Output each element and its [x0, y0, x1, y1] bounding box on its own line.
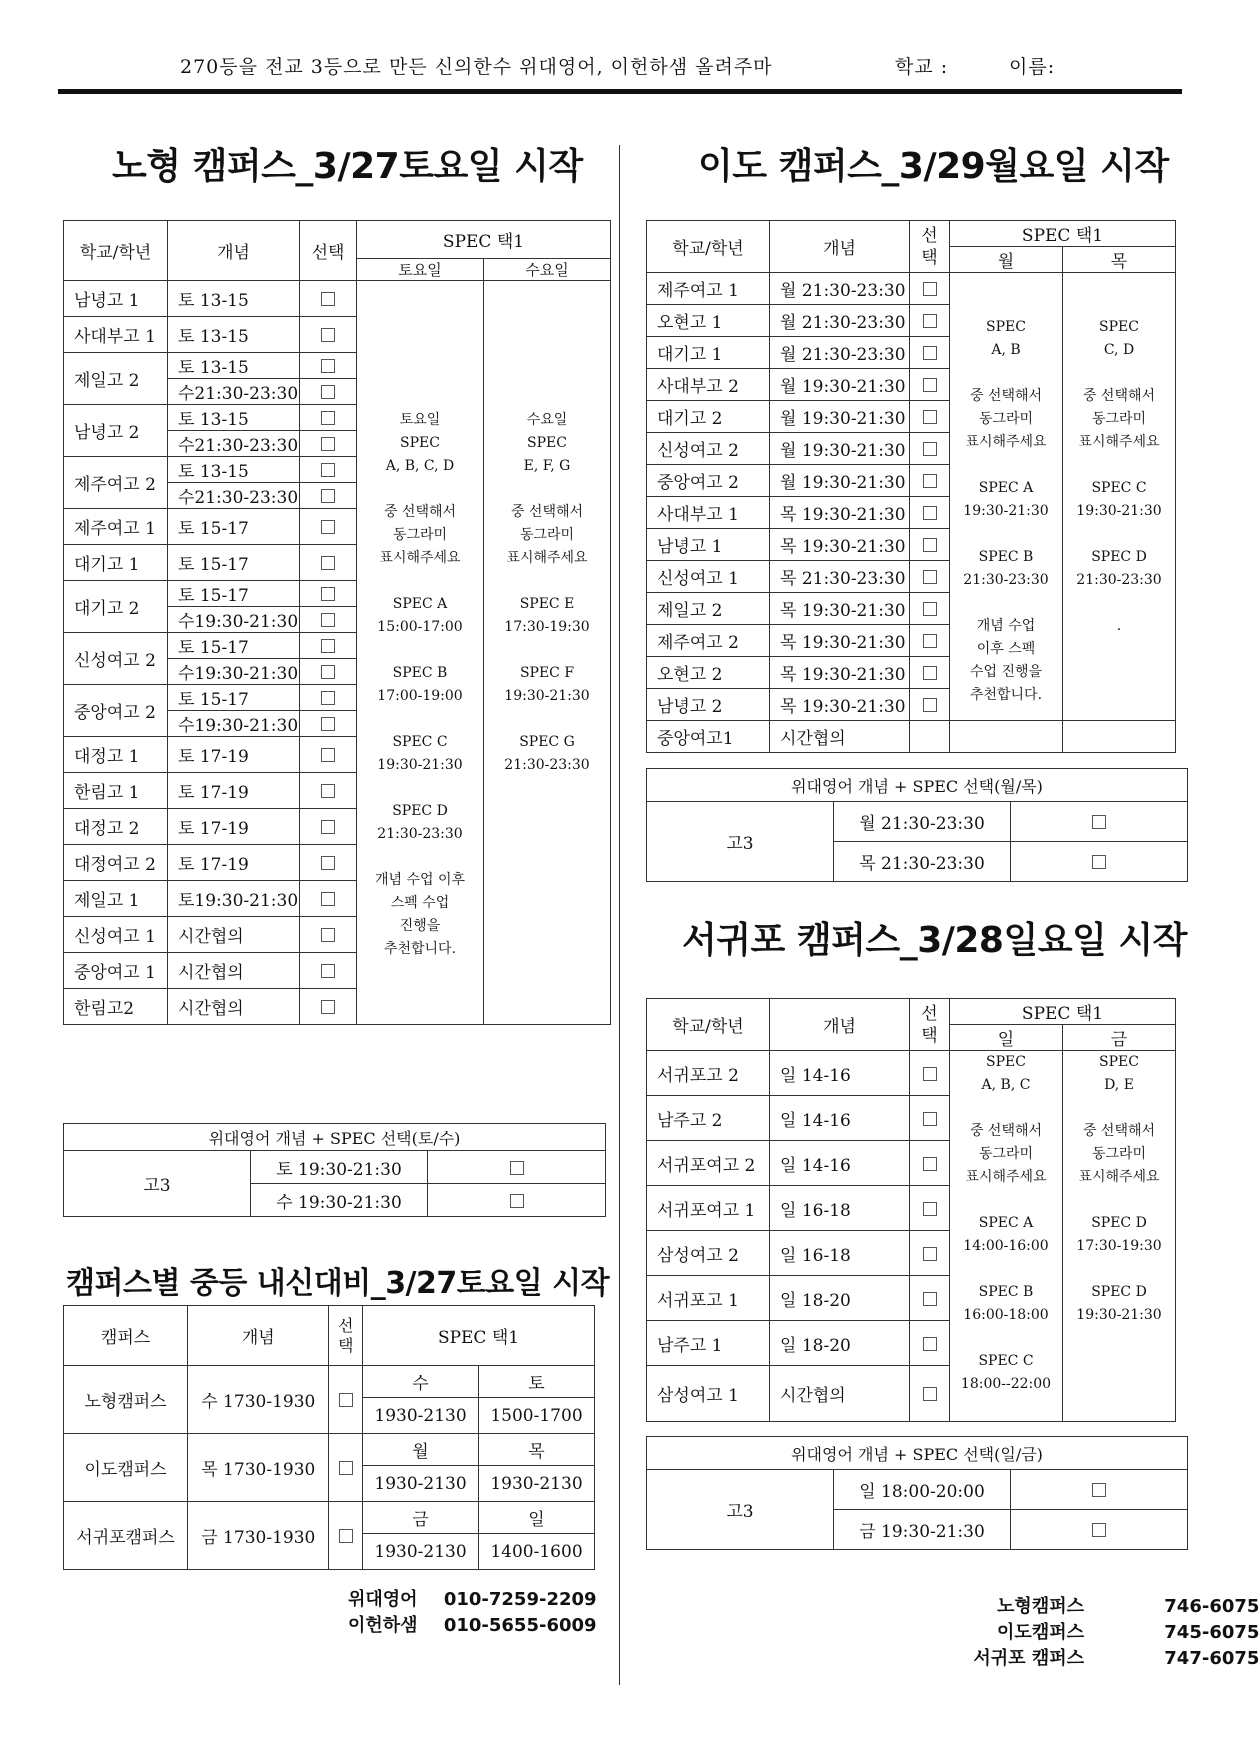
col-header-school: 학교/학년 [647, 999, 770, 1051]
school-cell: 신성여고 1 [647, 561, 770, 593]
select-cell [910, 721, 950, 753]
concept-time-cell: 월 19:30-21:30 [770, 401, 910, 433]
school-cell: 중앙여고 2 [64, 685, 168, 737]
checkbox[interactable] [339, 1393, 353, 1407]
concept-time-cell: 일 14-16 [770, 1141, 910, 1186]
concept-time-cell: 토 13-15 [168, 353, 300, 379]
checkbox[interactable] [923, 1202, 937, 1216]
col-header-select: 선택 [910, 999, 950, 1051]
spec-time-cell: 1930-2130 [363, 1398, 479, 1434]
checkbox[interactable] [1092, 1523, 1106, 1537]
checkbox[interactable] [339, 1529, 353, 1543]
school-cell: 중앙여고 1 [64, 953, 168, 989]
checkbox[interactable] [1092, 815, 1106, 829]
campus-cell: 이도캠퍼스 [64, 1434, 188, 1502]
concept-time-cell: 토 15-17 [168, 509, 300, 545]
col-header-spec: SPEC 택1 [363, 1306, 595, 1366]
checkbox[interactable] [923, 378, 937, 392]
concept-time-cell: 일 16-18 [770, 1186, 910, 1231]
school-cell: 서귀포고 2 [647, 1051, 770, 1096]
g3-time: 수 19:30-21:30 [251, 1184, 428, 1217]
spec-empty-cell [950, 721, 1063, 753]
g3-time: 목 21:30-23:30 [834, 842, 1011, 882]
checkbox[interactable] [321, 411, 335, 425]
contact-phone: 745-6075 [1164, 1622, 1259, 1643]
checkbox[interactable] [321, 520, 335, 534]
table-row [64, 1502, 595, 1534]
school-cell: 대정고 1 [64, 737, 168, 773]
col-header-day2: 목 [1063, 247, 1176, 273]
checkbox[interactable] [510, 1194, 524, 1208]
checkbox[interactable] [321, 748, 335, 762]
ido-title: 이도 캠퍼스_3/29월요일 시작 [698, 146, 1169, 187]
g3-select-cell [1011, 802, 1188, 842]
checkbox[interactable] [321, 489, 335, 503]
school-cell: 대정여고 2 [64, 845, 168, 881]
col-header-day1: 월 [950, 247, 1063, 273]
g3-select-cell [428, 1151, 606, 1184]
select-cell [910, 657, 950, 689]
spec-time-cell: 1500-1700 [479, 1398, 595, 1434]
school-cell: 신성여고 1 [64, 917, 168, 953]
checkbox[interactable] [923, 698, 937, 712]
header-slogan: 270등을 전교 3등으로 만든 신의한수 위대영어, 이헌하샘 올려주마 [180, 56, 773, 78]
table-row [647, 721, 1176, 753]
contact-phone: 010-5655-6009 [443, 1615, 597, 1636]
concept-time-cell: 금 1730-1930 [188, 1502, 329, 1570]
concept-time-cell: 수21:30-23:30 [168, 379, 300, 405]
concept-time-cell: 목 19:30-21:30 [770, 593, 910, 625]
checkbox[interactable] [321, 964, 335, 978]
contact-phone: 010-7259-2209 [443, 1589, 597, 1610]
school-cell: 남녕고 1 [647, 529, 770, 561]
table-row [647, 273, 1176, 305]
checkbox[interactable] [321, 1000, 335, 1014]
school-cell: 중앙여고1 [647, 721, 770, 753]
contact-row [905, 1644, 1259, 1670]
select-cell [300, 281, 357, 317]
ido-g3-table [646, 768, 1188, 882]
checkbox[interactable] [321, 639, 335, 653]
concept-time-cell: 수21:30-23:30 [168, 431, 300, 457]
school-cell: 사대부고 1 [647, 497, 770, 529]
g3-select-cell [1011, 1470, 1188, 1510]
checkbox[interactable] [923, 538, 937, 552]
col-header-spec: SPEC 택1 [357, 221, 611, 259]
col-header-select: 선택 [300, 221, 357, 281]
concept-time-cell: 일 14-16 [770, 1051, 910, 1096]
select-cell [300, 633, 357, 659]
select-cell [300, 405, 357, 431]
middle-title: 캠퍼스별 중등 내신대비_3/27토요일 시작 [66, 1266, 610, 1301]
concept-time-cell: 월 19:30-21:30 [770, 369, 910, 401]
spec-thursday-cell: SPEC C, D 중 선택해서 동그라미 표시해주세요 SPEC C 19:30-21:30 SPEC D 21:30-23:30 . [1063, 273, 1176, 721]
concept-time-cell: 목 19:30-21:30 [770, 497, 910, 529]
spec-sunday-cell: SPEC A, B, C 중 선택해서 동그라미 표시해주세요 SPEC A 14:00-16:00 SPEC B 16:00-18:00 SPEC C 18:00--22:00 [950, 1051, 1063, 1422]
select-cell [300, 483, 357, 509]
g3-select-cell [1011, 842, 1188, 882]
spec-monday-cell: SPEC A, B 중 선택해서 동그라미 표시해주세요 SPEC A 19:30-21:30 SPEC B 21:30-23:30 개념 수업 이후 스펙 수업 진행을 추천합니다. [950, 273, 1063, 721]
checkbox[interactable] [321, 437, 335, 451]
checkbox[interactable] [923, 346, 937, 360]
select-cell [300, 773, 357, 809]
school-cell: 제주여고 1 [647, 273, 770, 305]
select-cell [300, 685, 357, 711]
checkbox[interactable] [923, 1337, 937, 1351]
col-header-concept: 개념 [770, 999, 910, 1051]
school-cell: 제일고 2 [64, 353, 168, 405]
table-row [64, 281, 611, 317]
select-cell [300, 545, 357, 581]
select-cell [300, 809, 357, 845]
spec-empty-cell [1063, 721, 1176, 753]
school-cell: 서귀포여고 2 [647, 1141, 770, 1186]
select-cell [329, 1502, 363, 1570]
spec-time-cell: 1400-1600 [479, 1534, 595, 1570]
col-header-concept: 개념 [168, 221, 300, 281]
concept-time-cell: 시간협의 [168, 917, 300, 953]
spec-day-cell: 금 [363, 1502, 479, 1534]
select-cell [910, 625, 950, 657]
g3-time: 금 19:30-21:30 [834, 1510, 1011, 1550]
concept-time-cell: 목 19:30-21:30 [770, 625, 910, 657]
select-cell [300, 457, 357, 483]
col-header-select: 선택 [329, 1306, 363, 1366]
concept-time-cell: 수19:30-21:30 [168, 659, 300, 685]
contact-phone: 747-6075 [1164, 1648, 1259, 1669]
col-header-spec: SPEC 택1 [950, 999, 1176, 1025]
checkbox[interactable] [923, 1247, 937, 1261]
table-row [64, 1434, 595, 1466]
select-cell [329, 1434, 363, 1502]
school-cell: 남주고 1 [647, 1321, 770, 1366]
contact-name: 이도캠퍼스 [997, 1622, 1084, 1643]
school-cell: 대기고 2 [64, 581, 168, 633]
select-cell [910, 1141, 950, 1186]
select-cell [910, 561, 950, 593]
concept-time-cell: 토 15-17 [168, 581, 300, 607]
school-cell: 서귀포고 1 [647, 1276, 770, 1321]
concept-time-cell: 토 15-17 [168, 633, 300, 659]
nohyeong-schedule-table [63, 220, 611, 1025]
concept-time-cell: 토 17-19 [168, 737, 300, 773]
select-cell [300, 989, 357, 1025]
concept-time-cell: 수19:30-21:30 [168, 607, 300, 633]
select-cell [910, 337, 950, 369]
concept-time-cell: 목 19:30-21:30 [770, 657, 910, 689]
contact-row [929, 1618, 1259, 1644]
nohyeong-g3-table [63, 1123, 606, 1217]
select-cell [300, 659, 357, 685]
g3-time: 토 19:30-21:30 [251, 1151, 428, 1184]
select-cell [300, 607, 357, 633]
school-cell: 삼성여고 2 [647, 1231, 770, 1276]
seogwipo-schedule-table [646, 998, 1176, 1422]
concept-time-cell: 월 21:30-23:30 [770, 273, 910, 305]
select-cell [300, 845, 357, 881]
school-cell: 중앙여고 2 [647, 465, 770, 497]
school-cell: 제주여고 2 [64, 457, 168, 509]
col-header-school: 학교/학년 [647, 221, 770, 273]
g3-header: 위대영어 개념 + SPEC 선택(토/수) [64, 1124, 606, 1151]
school-cell: 남녕고 2 [647, 689, 770, 721]
school-cell: 한림고2 [64, 989, 168, 1025]
checkbox[interactable] [923, 410, 937, 424]
checkbox[interactable] [321, 928, 335, 942]
concept-time-cell: 토 17-19 [168, 809, 300, 845]
checkbox[interactable] [923, 634, 937, 648]
concept-time-cell: 월 21:30-23:30 [770, 305, 910, 337]
page-header [58, 52, 1182, 82]
select-cell [910, 273, 950, 305]
school-cell: 신성여고 2 [647, 433, 770, 465]
concept-time-cell: 시간협의 [168, 989, 300, 1025]
select-cell [910, 465, 950, 497]
spec-day-cell: 수 [363, 1366, 479, 1398]
g3-label: 고3 [647, 1470, 834, 1550]
select-cell [910, 1366, 950, 1422]
column-divider [619, 145, 620, 1685]
select-cell [910, 1231, 950, 1276]
select-cell [300, 379, 357, 405]
spec-time-cell: 1930-2130 [363, 1534, 479, 1570]
col-header-concept: 개념 [770, 221, 910, 273]
school-cell: 오현고 2 [647, 657, 770, 689]
checkbox[interactable] [321, 359, 335, 373]
col-header-school: 학교/학년 [64, 221, 168, 281]
select-cell [300, 711, 357, 737]
select-cell [910, 1186, 950, 1231]
spec-time-cell: 1930-2130 [363, 1466, 479, 1502]
checkbox[interactable] [321, 892, 335, 906]
col-header-spec: SPEC 택1 [950, 221, 1176, 247]
concept-time-cell: 토 17-19 [168, 845, 300, 881]
select-cell [300, 917, 357, 953]
school-cell: 사대부고 1 [64, 317, 168, 353]
school-cell: 사대부고 2 [647, 369, 770, 401]
concept-time-cell: 토 13-15 [168, 457, 300, 483]
contact-phone: 746-6075 [1164, 1596, 1259, 1617]
school-cell: 제일고 1 [64, 881, 168, 917]
school-cell: 오현고 1 [647, 305, 770, 337]
checkbox[interactable] [923, 1112, 937, 1126]
checkbox[interactable] [923, 282, 937, 296]
spec-wednesday-cell: 수요일 SPEC E, F, G 중 선택해서 동그라미 표시해주세요 SPEC E 17:30-19:30 SPEC F 19:30-21:30 SPEC G 21:30-23:30 [484, 281, 611, 1025]
contact-row [929, 1592, 1259, 1618]
select-cell [300, 431, 357, 457]
select-cell [910, 1096, 950, 1141]
g3-header: 위대영어 개념 + SPEC 선택(일/금) [647, 1437, 1188, 1470]
school-cell: 삼성여고 1 [647, 1366, 770, 1422]
checkbox[interactable] [321, 820, 335, 834]
checkbox[interactable] [923, 474, 937, 488]
concept-time-cell: 수21:30-23:30 [168, 483, 300, 509]
select-cell [300, 353, 357, 379]
spec-day-cell: 월 [363, 1434, 479, 1466]
concept-time-cell: 월 19:30-21:30 [770, 465, 910, 497]
col-header-day2: 수요일 [484, 259, 611, 281]
select-cell [910, 689, 950, 721]
col-header-select: 선택 [910, 221, 950, 273]
checkbox[interactable] [321, 587, 335, 601]
middle-schedule-table [63, 1305, 595, 1570]
school-cell: 한림고 1 [64, 773, 168, 809]
concept-time-cell: 수19:30-21:30 [168, 711, 300, 737]
school-cell: 제주여고 2 [647, 625, 770, 657]
checkbox[interactable] [321, 784, 335, 798]
ido-schedule-table [646, 220, 1176, 753]
select-cell [910, 401, 950, 433]
checkbox[interactable] [1092, 855, 1106, 869]
school-cell: 남주고 2 [647, 1096, 770, 1141]
concept-time-cell: 토 13-15 [168, 317, 300, 353]
col-header-campus: 캠퍼스 [64, 1306, 188, 1366]
checkbox[interactable] [321, 292, 335, 306]
school-cell: 대정고 2 [64, 809, 168, 845]
nohyeong-title: 노형 캠퍼스_3/27토요일 시작 [112, 146, 583, 187]
select-cell [910, 1051, 950, 1096]
contact-name: 위대영어 [348, 1589, 418, 1610]
col-header-day1: 일 [950, 1025, 1063, 1051]
checkbox[interactable] [321, 385, 335, 399]
campus-cell: 서귀포캠퍼스 [64, 1502, 188, 1570]
g3-header: 위대영어 개념 + SPEC 선택(월/목) [647, 769, 1188, 802]
col-header-day1: 토요일 [357, 259, 484, 281]
school-cell: 제일고 2 [647, 593, 770, 625]
concept-time-cell: 토19:30-21:30 [168, 881, 300, 917]
select-cell [300, 737, 357, 773]
select-cell [910, 305, 950, 337]
concept-time-cell: 시간협의 [168, 953, 300, 989]
concept-time-cell: 목 1730-1930 [188, 1434, 329, 1502]
checkbox[interactable] [923, 314, 937, 328]
concept-time-cell: 토 15-17 [168, 685, 300, 711]
checkbox[interactable] [321, 463, 335, 477]
concept-time-cell: 일 16-18 [770, 1231, 910, 1276]
select-cell [300, 953, 357, 989]
spec-day-cell: 목 [479, 1434, 595, 1466]
checkbox[interactable] [321, 613, 335, 627]
checkbox[interactable] [339, 1461, 353, 1475]
checkbox[interactable] [923, 602, 937, 616]
select-cell [300, 317, 357, 353]
spec-day-cell: 일 [479, 1502, 595, 1534]
g3-label: 고3 [64, 1151, 251, 1217]
select-cell [329, 1366, 363, 1434]
concept-time-cell: 일 18-20 [770, 1321, 910, 1366]
seogwipo-title: 서귀포 캠퍼스_3/28일요일 시작 [682, 920, 1187, 961]
select-cell [910, 497, 950, 529]
checkbox[interactable] [321, 717, 335, 731]
school-cell: 남녕고 1 [64, 281, 168, 317]
concept-time-cell: 목 19:30-21:30 [770, 529, 910, 561]
table-row [64, 1366, 595, 1398]
select-cell [300, 509, 357, 545]
contact-name: 서귀포 캠퍼스 [973, 1648, 1084, 1669]
concept-time-cell: 일 18-20 [770, 1276, 910, 1321]
checkbox[interactable] [923, 1157, 937, 1171]
select-cell [910, 1276, 950, 1321]
concept-time-cell: 시간협의 [770, 1366, 910, 1422]
col-header-concept: 개념 [188, 1306, 329, 1366]
contact-row [348, 1611, 597, 1637]
contact-name: 이헌하샘 [348, 1615, 418, 1636]
name-label: 이름: [1009, 56, 1056, 78]
contact-row [348, 1585, 597, 1611]
checkbox[interactable] [510, 1161, 524, 1175]
school-label: 학교 : [895, 56, 949, 78]
select-cell [910, 1321, 950, 1366]
checkbox[interactable] [923, 1067, 937, 1081]
concept-time-cell: 월 19:30-21:30 [770, 433, 910, 465]
select-cell [910, 369, 950, 401]
g3-time: 일 18:00-20:00 [834, 1470, 1011, 1510]
g3-time: 월 21:30-23:30 [834, 802, 1011, 842]
checkbox[interactable] [923, 1292, 937, 1306]
checkbox[interactable] [321, 856, 335, 870]
g3-label: 고3 [647, 802, 834, 882]
checkbox[interactable] [321, 665, 335, 679]
concept-time-cell: 시간협의 [770, 721, 910, 753]
school-cell: 대기고 1 [647, 337, 770, 369]
campus-cell: 노형캠퍼스 [64, 1366, 188, 1434]
select-cell [910, 593, 950, 625]
spec-friday-cell: SPEC D, E 중 선택해서 동그라미 표시해주세요 SPEC D 17:30-19:30 SPEC D 19:30-21:30 [1063, 1051, 1176, 1422]
checkbox[interactable] [923, 666, 937, 680]
concept-time-cell: 토 13-15 [168, 281, 300, 317]
school-cell: 제주여고 1 [64, 509, 168, 545]
checkbox[interactable] [1092, 1483, 1106, 1497]
col-header-day2: 금 [1063, 1025, 1176, 1051]
school-cell: 대기고 2 [647, 401, 770, 433]
school-cell: 대기고 1 [64, 545, 168, 581]
g3-select-cell [1011, 1510, 1188, 1550]
select-cell [300, 581, 357, 607]
table-row [647, 1051, 1176, 1096]
checkbox[interactable] [923, 1387, 937, 1401]
select-cell [910, 529, 950, 561]
select-cell [910, 433, 950, 465]
checkbox[interactable] [923, 506, 937, 520]
checkbox[interactable] [321, 328, 335, 342]
checkbox[interactable] [321, 556, 335, 570]
spec-saturday-cell: 토요일 SPEC A, B, C, D 중 선택해서 동그라미 표시해주세요 SPEC A 15:00-17:00 SPEC B 17:00-19:00 SPEC C 19:30-21:30 SPEC D 21:30-23:30 개념 수업 이후 스펙 수업 진행을 추천합니다. [357, 281, 484, 1025]
g3-select-cell [428, 1184, 606, 1217]
spec-time-cell: 1930-2130 [479, 1466, 595, 1502]
school-cell: 신성여고 2 [64, 633, 168, 685]
concept-time-cell: 목 21:30-23:30 [770, 561, 910, 593]
checkbox[interactable] [321, 691, 335, 705]
header-rule [58, 89, 1182, 94]
seogwipo-g3-table [646, 1436, 1188, 1550]
checkbox[interactable] [923, 570, 937, 584]
concept-time-cell: 토 17-19 [168, 773, 300, 809]
select-cell [300, 881, 357, 917]
school-cell: 서귀포여고 1 [647, 1186, 770, 1231]
school-cell: 남녕고 2 [64, 405, 168, 457]
concept-time-cell: 토 13-15 [168, 405, 300, 431]
concept-time-cell: 월 21:30-23:30 [770, 337, 910, 369]
contact-name: 노형캠퍼스 [997, 1596, 1084, 1617]
concept-time-cell: 토 15-17 [168, 545, 300, 581]
spec-day-cell: 토 [479, 1366, 595, 1398]
checkbox[interactable] [923, 442, 937, 456]
concept-time-cell: 일 14-16 [770, 1096, 910, 1141]
concept-time-cell: 수 1730-1930 [188, 1366, 329, 1434]
concept-time-cell: 목 19:30-21:30 [770, 689, 910, 721]
